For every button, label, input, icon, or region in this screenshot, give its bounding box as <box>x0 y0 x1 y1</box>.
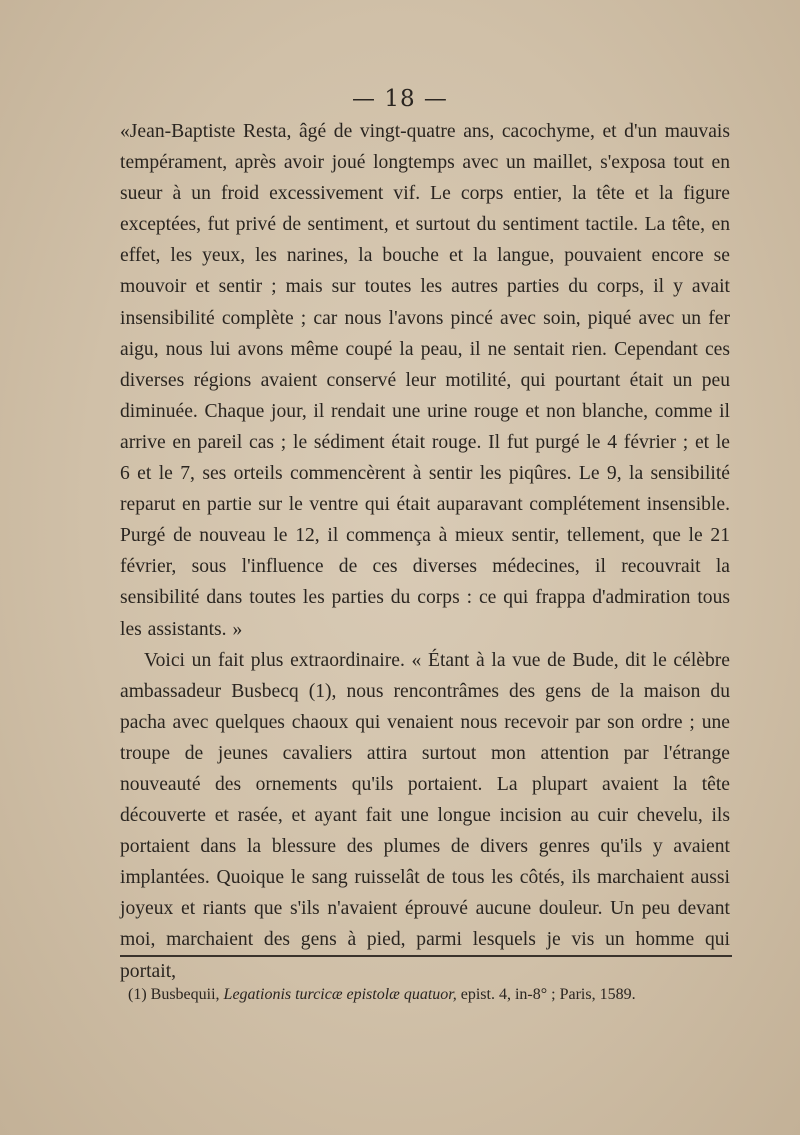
footnote-marker: (1) Busbequii, <box>128 986 220 1003</box>
paragraph-resta: «Jean-Baptiste Resta, âgé de vingt-quatre ans, cacochyme, et d'un mauvais tempérament, après avoir joué longtemps avec un maillet, s'exposa tout en sueur à un froid excessivement vif. Le corps entier, la tête et la figure exceptées, fut privé de sentiment, et surtout du sentiment tactile. La tête, en effet, les yeux, les narines, la bouche et la langue, pouvaient encore se mouvoir et sentir ; mais sur toutes les autres parties du corps, il y avait insensibilité complète ; car nous l'avons pincé avec soin, piqué avec un fer aigu, nous lui avons même coupé la peau, il ne sentait rien. Cependant ces diverses régions avaient conservé leur motilité, qui pourtant était un peu diminuée. Chaque jour, il rendait une urine rouge et non blanche, comme il arrive en pareil cas ; le sédiment était rouge. Il fut purgé le 4 février ; et le 6 et le 7, ses orteils commencèrent à sentir les piqûres. Le 9, la sensibilité reparut en partie sur le ventre qui était auparavant complétement insensible. Purgé de nouveau le 12, il commença à mieux sentir, tellement, que le 21 février, sous l'influence de ces diverses médecines, il recouvrait la sensibilité dans toutes les parties du corps : ce qui frappa d'admiration tous les assistants. » <box>120 121 730 640</box>
footnote-title: Legationis turcicæ epistolæ quatuor, <box>223 986 457 1003</box>
footnote-details: epist. 4, in-8° ; Paris, 1589. <box>460 986 636 1003</box>
page-number: — 18 — <box>352 86 448 112</box>
paragraph-busbecq: Voici un fait plus extraordinaire. « Étant à la vue de Bude, dit le célèbre ambassadeur Busbecq (1), nous rencontrâmes des gens de la maison du pacha avec quelques chaoux qui venaient nous recevoir par son ordre ; une troupe de jeunes cavaliers attira surtout mon attention par l'étrange nouveauté des ornements qu'ils portaient. La plupart avaient la tête découverte et rasée, et ayant fait une longue incision au cuir chevelu, ils portaient dans la blessure des plumes de divers genres qu'ils y avaient implantées. Quoique le sang ruisselât de tous les côtés, ils marchaient aussi joyeux et riants que s'ils n'avaient éprouvé aucune douleur. Un peu devant moi, marchaient des gens à pied, parmi lesquels je vis un homme qui portait, <box>120 649 730 982</box>
main-text <box>120 116 730 987</box>
footnote-divider <box>120 955 732 957</box>
footnote <box>128 986 738 1004</box>
